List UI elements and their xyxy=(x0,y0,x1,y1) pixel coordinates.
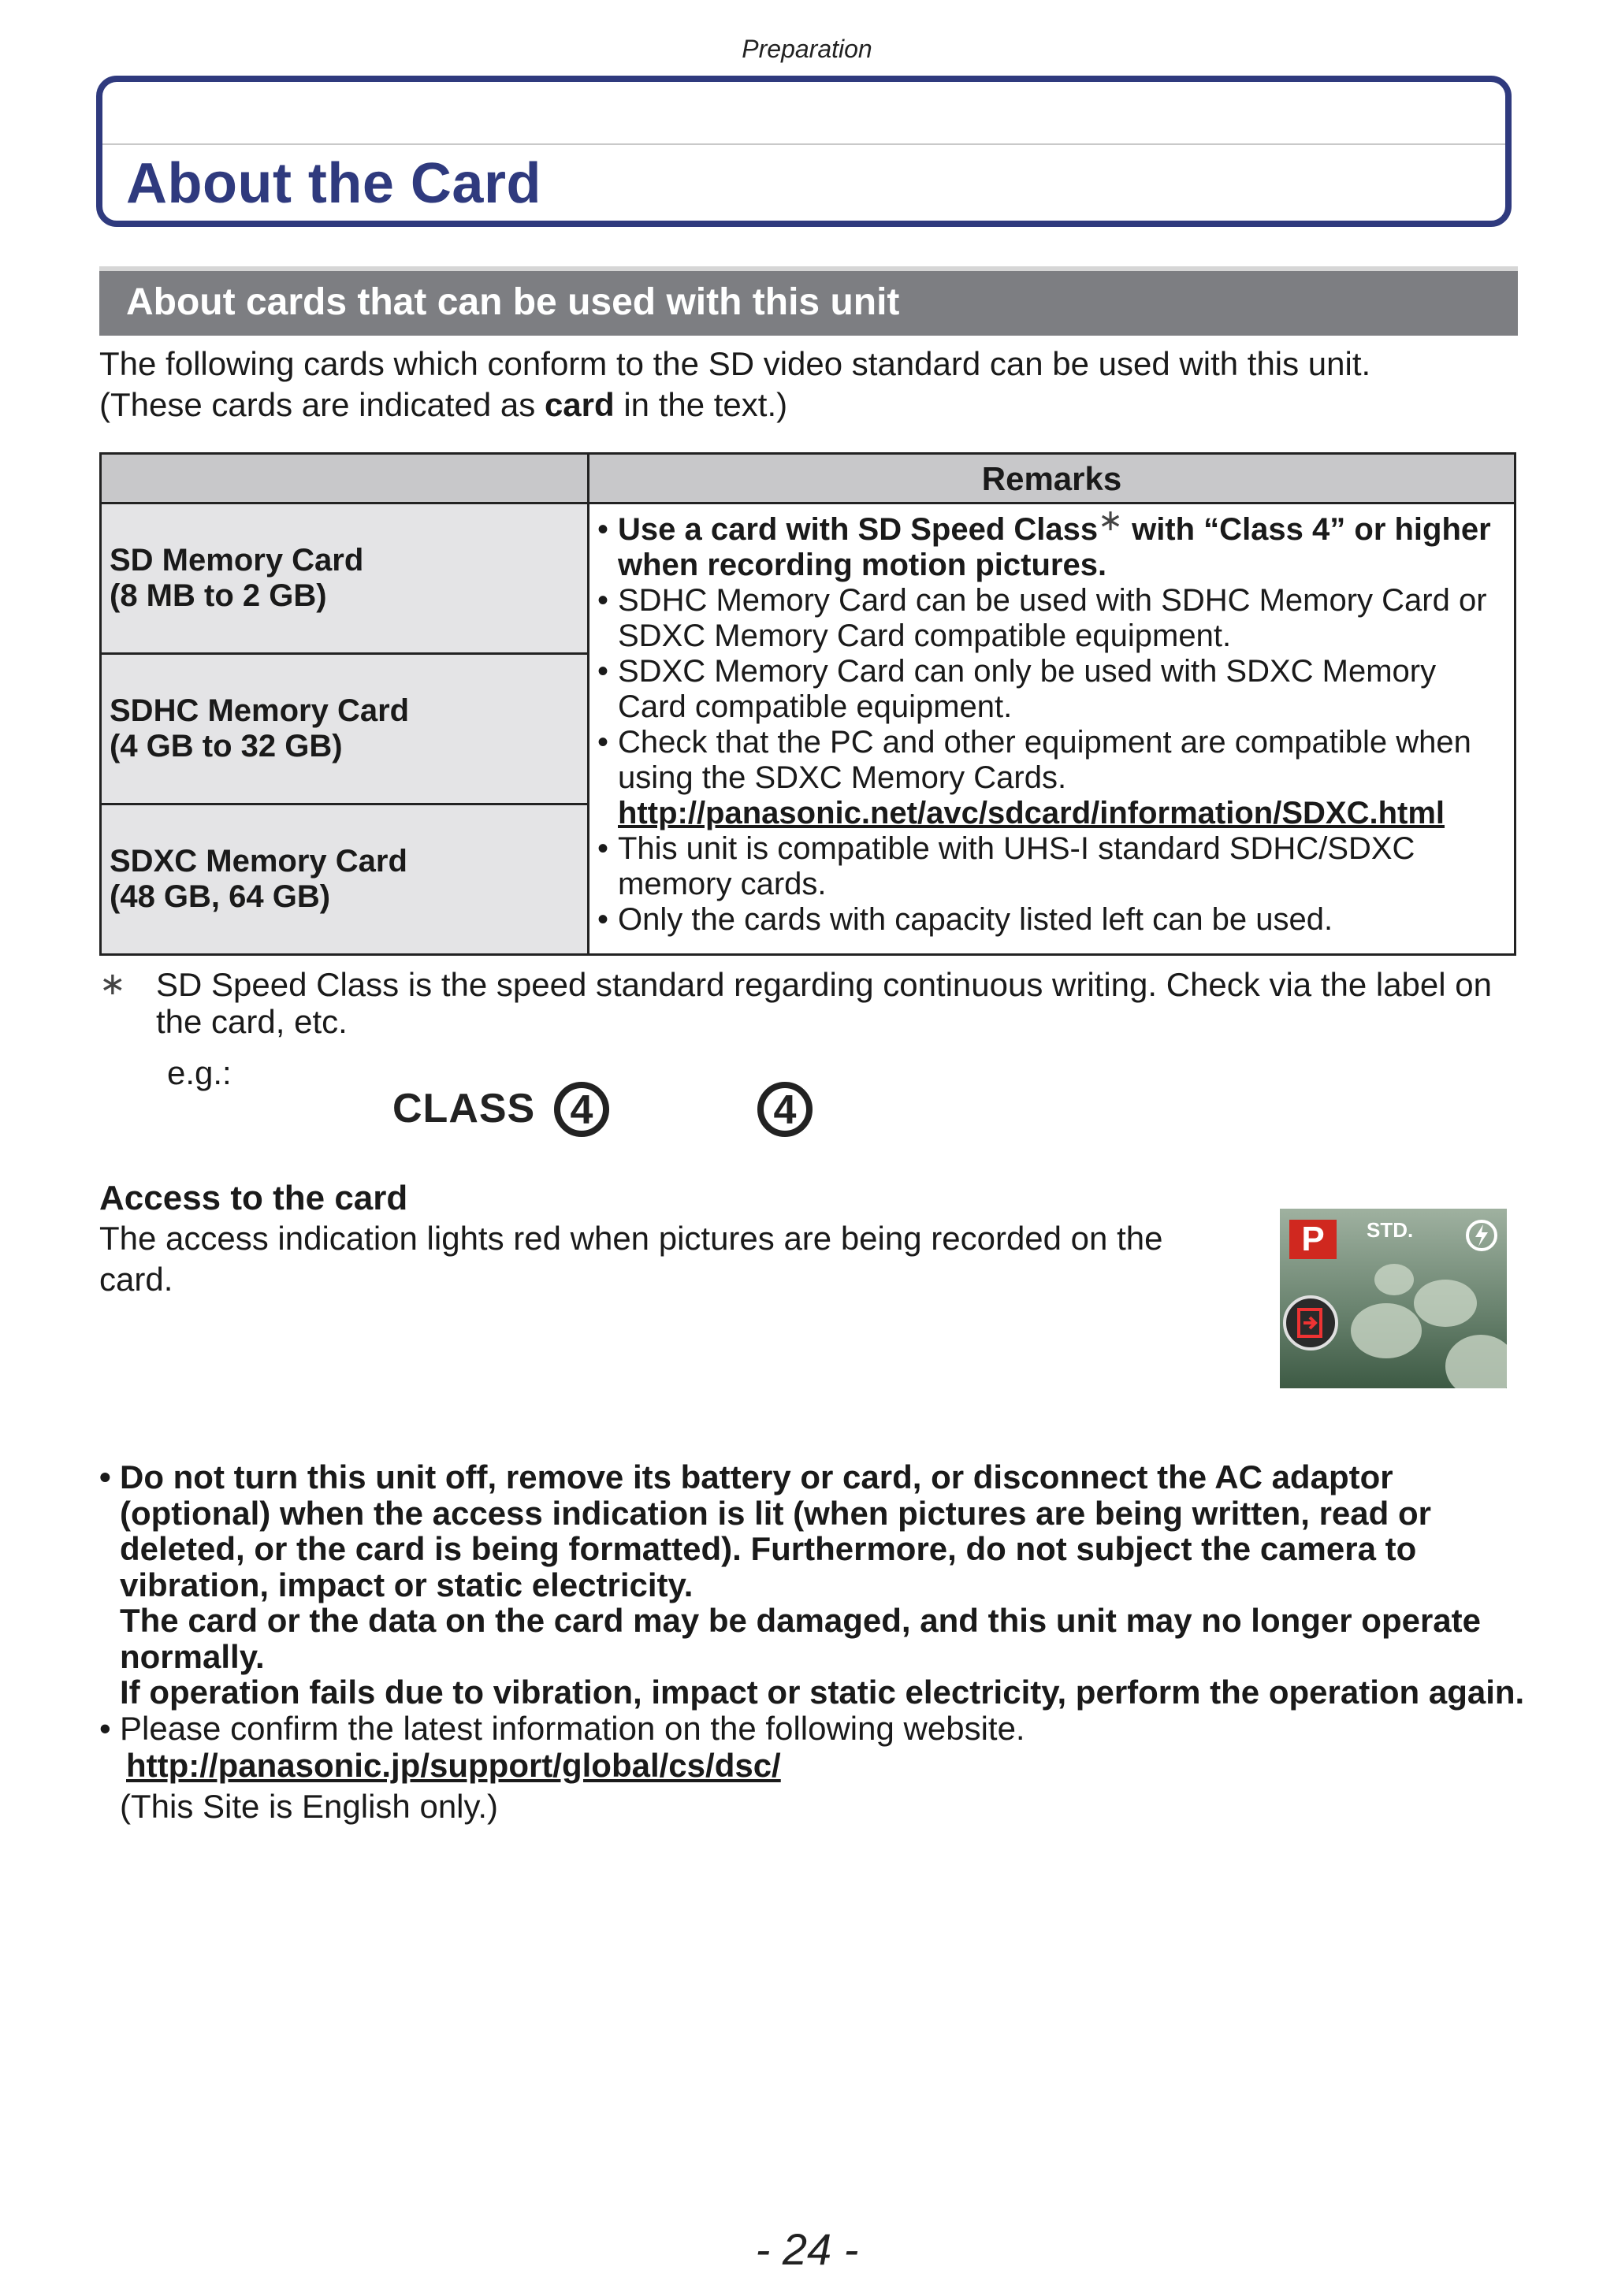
class-logo-number: 4 xyxy=(570,1087,593,1133)
access-heading: Access to the card xyxy=(99,1179,408,1217)
class-badge-number: 4 xyxy=(773,1087,797,1133)
sdxc-info-link[interactable]: http://panasonic.net/avc/sdcard/information/SDXC.html xyxy=(618,796,1445,830)
access-indication-icon xyxy=(1281,1294,1340,1352)
remark-sdhc: • SDHC Memory Card can be used with SDHC Memory Card or SDXC Memory Card compatible equipment. xyxy=(597,583,1503,654)
access-text: The access indication lights red when pictures are being recorded on the card. xyxy=(99,1220,1163,1298)
table-row xyxy=(101,503,1515,654)
photo-style-icon: STD. xyxy=(1367,1218,1414,1242)
page-title: About the Card xyxy=(126,152,541,215)
class-4-logo xyxy=(392,1076,621,1139)
table-header-remarks: Remarks xyxy=(589,454,1515,503)
card-type-sdhc: SDHC Memory Card (4 GB to 32 GB) xyxy=(101,654,589,804)
remarks-cell xyxy=(589,503,1515,955)
warning-p1: Do not turn this unit off, remove its battery or card, or disconnect the AC adaptor (optional) when the access indication is lit (when pictures are being written, read or deleted, or the card is being formatted). Furthermore, do not subject the camera to vibration, impact or static electricity. xyxy=(120,1458,1431,1603)
example-label: e.g.: xyxy=(167,1054,232,1091)
class-logo-text: CLASS xyxy=(392,1086,536,1131)
remark-sdxc: • SDXC Memory Card can only be used with SDXC Memory Card compatible equipment. xyxy=(597,654,1503,725)
class-4-badge-icon xyxy=(753,1076,816,1139)
website-note xyxy=(99,1711,1526,1825)
page-number: - 24 - xyxy=(755,2224,859,2274)
table-header-row xyxy=(101,454,1515,503)
warning-p3: If operation fails due to vibration, impact or static electricity, perform the operation again. xyxy=(120,1674,1525,1711)
remark-uhs: • This unit is compatible with UHS-I standard SDHC/SDXC memory cards. xyxy=(597,831,1503,902)
footnote xyxy=(99,966,1534,1040)
warning-p2: The card or the data on the card may be damaged, and this unit may no longer operate normally. xyxy=(120,1602,1482,1675)
title-divider xyxy=(102,143,1505,145)
intro-line-2: (These cards are indicated as card in the text.) xyxy=(99,386,788,423)
remarks-list xyxy=(597,504,1503,938)
section-subheading xyxy=(99,266,1518,336)
support-website-link[interactable]: http://panasonic.jp/support/global/cs/dsc/ xyxy=(126,1747,781,1784)
card-term: card xyxy=(544,386,615,423)
footnote-text: SD Speed Class is the speed standard regarding continuous writing. Check via the label on the card, etc. xyxy=(156,966,1492,1040)
table-header-card-type xyxy=(101,454,589,503)
card-type-sdxc: SDXC Memory Card (48 GB, 64 GB) xyxy=(101,804,589,955)
footnote-asterisk: ∗ xyxy=(99,967,126,1001)
card-type-sd: SD Memory Card (8 MB to 2 GB) xyxy=(101,503,589,654)
subheading-text: About cards that can be used with this unit xyxy=(126,281,900,323)
card-compatibility-table xyxy=(99,452,1516,956)
intro-line-1: The following cards which conform to the SD video standard can be used with this unit. xyxy=(99,345,1371,382)
warning-item xyxy=(99,1459,1526,1711)
intro-text xyxy=(99,344,1534,425)
recording-mode-icon: P xyxy=(1289,1220,1337,1259)
warning-notes xyxy=(99,1459,1526,1824)
remark-capacity: • Only the cards with capacity listed left can be used. xyxy=(597,902,1503,938)
remark-speed-class: • Use a card with SD Speed Class∗ with “Class 4” or higher when recording motion pictures. xyxy=(597,512,1503,583)
website-note-text: Please confirm the latest information on the following website. xyxy=(120,1709,1025,1747)
title-box xyxy=(96,76,1512,227)
camera-screen-image xyxy=(1280,1209,1507,1388)
remark-pc-compat: • Check that the PC and other equipment are compatible when using the SDXC Memory Cards. http://panasonic.net/avc/sdcard/information/SDXC.html xyxy=(597,725,1503,831)
flash-off-icon xyxy=(1464,1218,1499,1253)
english-only-note: (This Site is English only.) xyxy=(120,1787,499,1825)
section-label: Preparation xyxy=(742,35,872,63)
